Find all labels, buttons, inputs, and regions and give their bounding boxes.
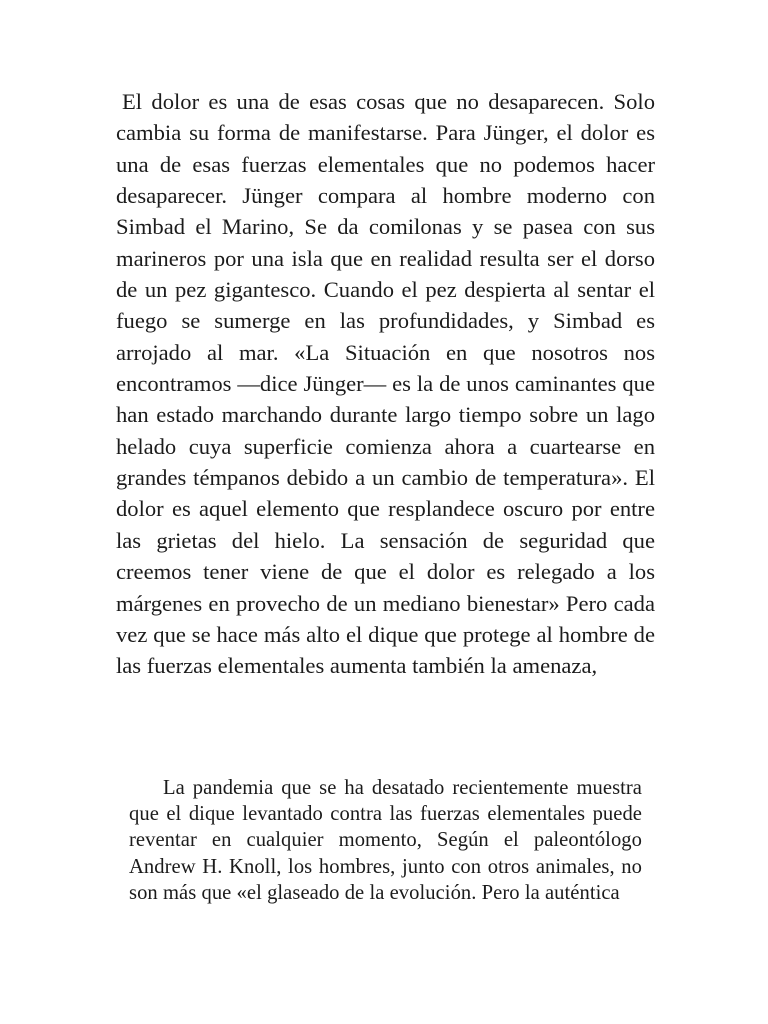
body-paragraph-2: La pandemia que se ha desatado recientemente muestra que el dique levantado contra las fuerzas elementales puede reventar en cualquier momento, Según el paleontólogo Andrew H. Knoll, los hombres, junto con otros animales, no son más que «el glaseado de la evolución. Pero la auténtica — [129, 777, 642, 904]
body-paragraph-1: El dolor es una de esas cosas que no desaparecen. Solo cambia su forma de manifestarse. Para Jünger, el dolor es una de esas fuerzas elementales que no podemos hacer desaparecer. Jünger compara al hombre moderno con Simbad el Marino, Se da comilonas y se pasea con sus marineros por una isla que en realidad resulta ser el dorso de un pez gigantesco. Cuando el pez despierta al sentar el fuego se sumerge en las profundidades, y Simbad es arrojado al mar. «La Situación en que nosotros nos encontramos —dice Jünger— es la de unos caminantes que han estado marchando durante largo tiempo sobre un lago helado cuya superficie comienza ahora a cuartearse en grandes témpanos debido a un cambio de temperatura». El dolor es aquel elemento que resplandece oscuro por entre las grietas del hielo. La sensación de seguridad que creemos tener viene de que el dolor es relegado a los márgenes en provecho de un mediano bienestar» Pero cada vez que se hace más alto el dique que protege al hombre de las fuerzas elementales aumenta también la amenaza, — [116, 89, 655, 679]
